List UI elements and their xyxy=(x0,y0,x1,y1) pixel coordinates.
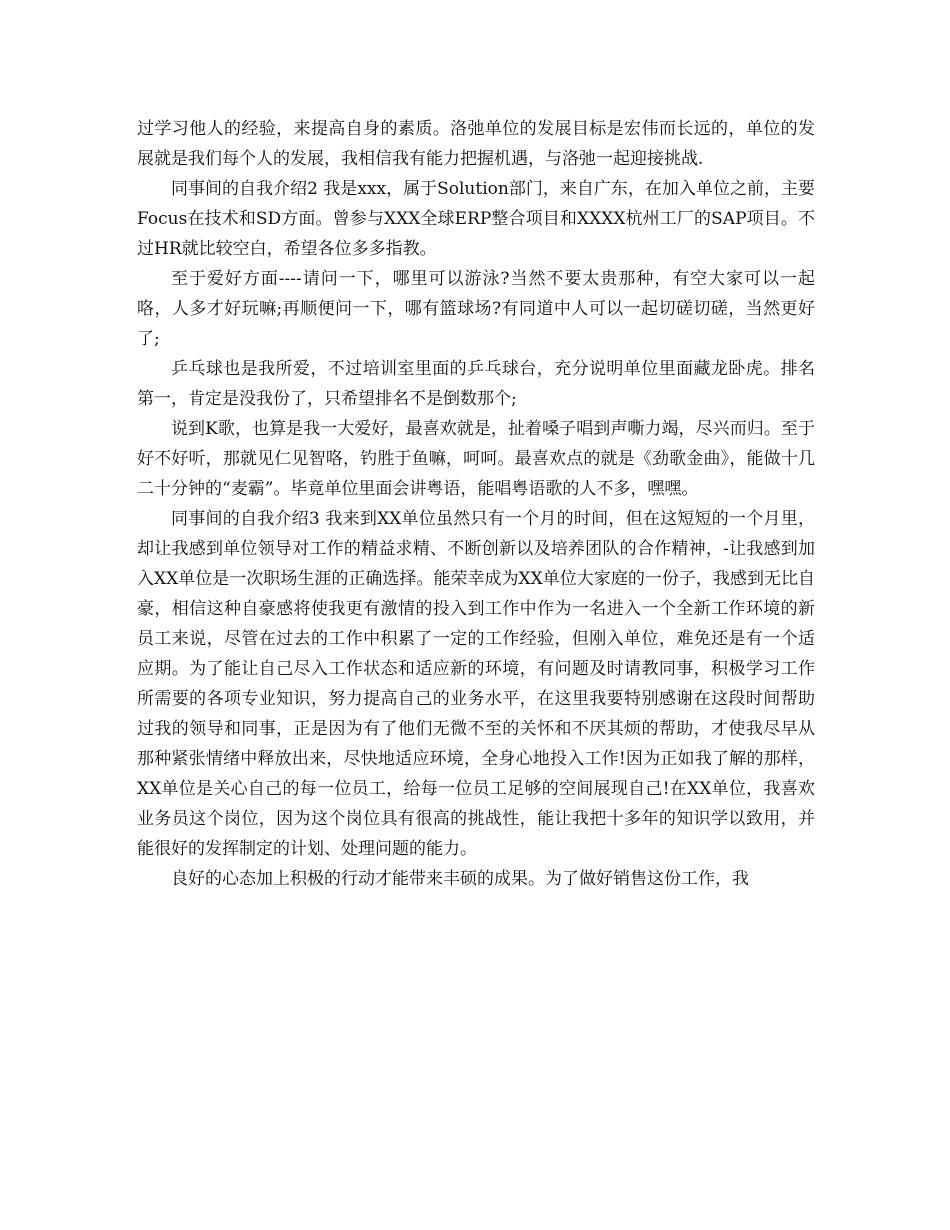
paragraph-continuation: 过学习他人的经验，来提高自身的素质。洛弛单位的发展目标是宏伟而长远的，单位的发展就是我们每个人的发展，我相信我有能力把握机遇，与洛弛一起迎接挑战. xyxy=(137,119,815,169)
paragraph-attitude: 良好的心态加上积极的行动才能带来丰硕的成果。为了做好销售这份工作，我 xyxy=(171,869,749,889)
paragraph-table-tennis: 乒乓球也是我所爱，不过培训室里面的乒乓球台，充分说明单位里面藏龙卧虎。排名第一，肯定是没我份了，只希望排名不是倒数那个; xyxy=(137,359,815,409)
paragraph-intro-3: 同事间的自我介绍3 我来到XX单位虽然只有一个月的时间，但在这短短的一个月里，却让我感到单位领导对工作的精益求精、不断创新以及培养团队的合作精神，-让我感到加入XX单位是一次职场生涯的正确选择。能荣幸成为XX单位大家庭的一份子，我感到无比自豪，相信这种自豪感将使我更有激情的投入到工作中作为一名进入一个全新工作环境的新员工来说，尽管在过去的工作中积累了一定的工作经验，但刚入单位，难免还是有一个适应期。为了能让自己尽入工作状态和适应新的环境，有问题及时请教同事，积极学习工作所需要的各项专业知识，努力提高自己的业务水平，在这里我要特别感谢在这段时间帮助过我的领导和同事，正是因为有了他们无微不至的关怀和不厌其烦的帮助，才使我尽早从那种紧张情绪中释放出来，尽快地适应环境，全身心地投入工作!因为正如我了解的那样，XX单位是关心自己的每一位员工，给每一位员工足够的空间展现自己!在XX单位，我喜欢业务员这个岗位，因为这个岗位具有很高的挑战性，能让我把十多年的知识学以致用，并能很好的发挥制定的计划、处理问题的能力。 xyxy=(137,509,815,859)
paragraph-hobbies: 至于爱好方面----请问一下，哪里可以游泳?当然不要太贵那种，有空大家可以一起咯，人多才好玩嘛;再顺便问一下，哪有篮球场?有同道中人可以一起切磋切磋，当然更好了; xyxy=(137,269,815,349)
paragraph-karaoke: 说到K歌，也算是我一大爱好，最喜欢就是，扯着嗓子唱到声嘶力竭，尽兴而归。至于好不好听，那就见仁见智咯，钓胜于鱼嘛，呵呵。最喜欢点的就是《劲歌金曲》，能做十几二十分钟的“麦霸”。毕竟单位里面会讲粤语，能唱粤语歌的人不多，嘿嘿。 xyxy=(137,419,815,499)
paragraph-intro-2: 同事间的自我介绍2 我是xxx，属于Solution部门，来自广东，在加入单位之前，主要Focus在技术和SD方面。曾参与XXX全球ERP整合项目和XXXX杭州工厂的SAP项目。不过HR就比较空白，希望各位多多指教。 xyxy=(137,179,815,259)
document-body xyxy=(137,114,815,894)
